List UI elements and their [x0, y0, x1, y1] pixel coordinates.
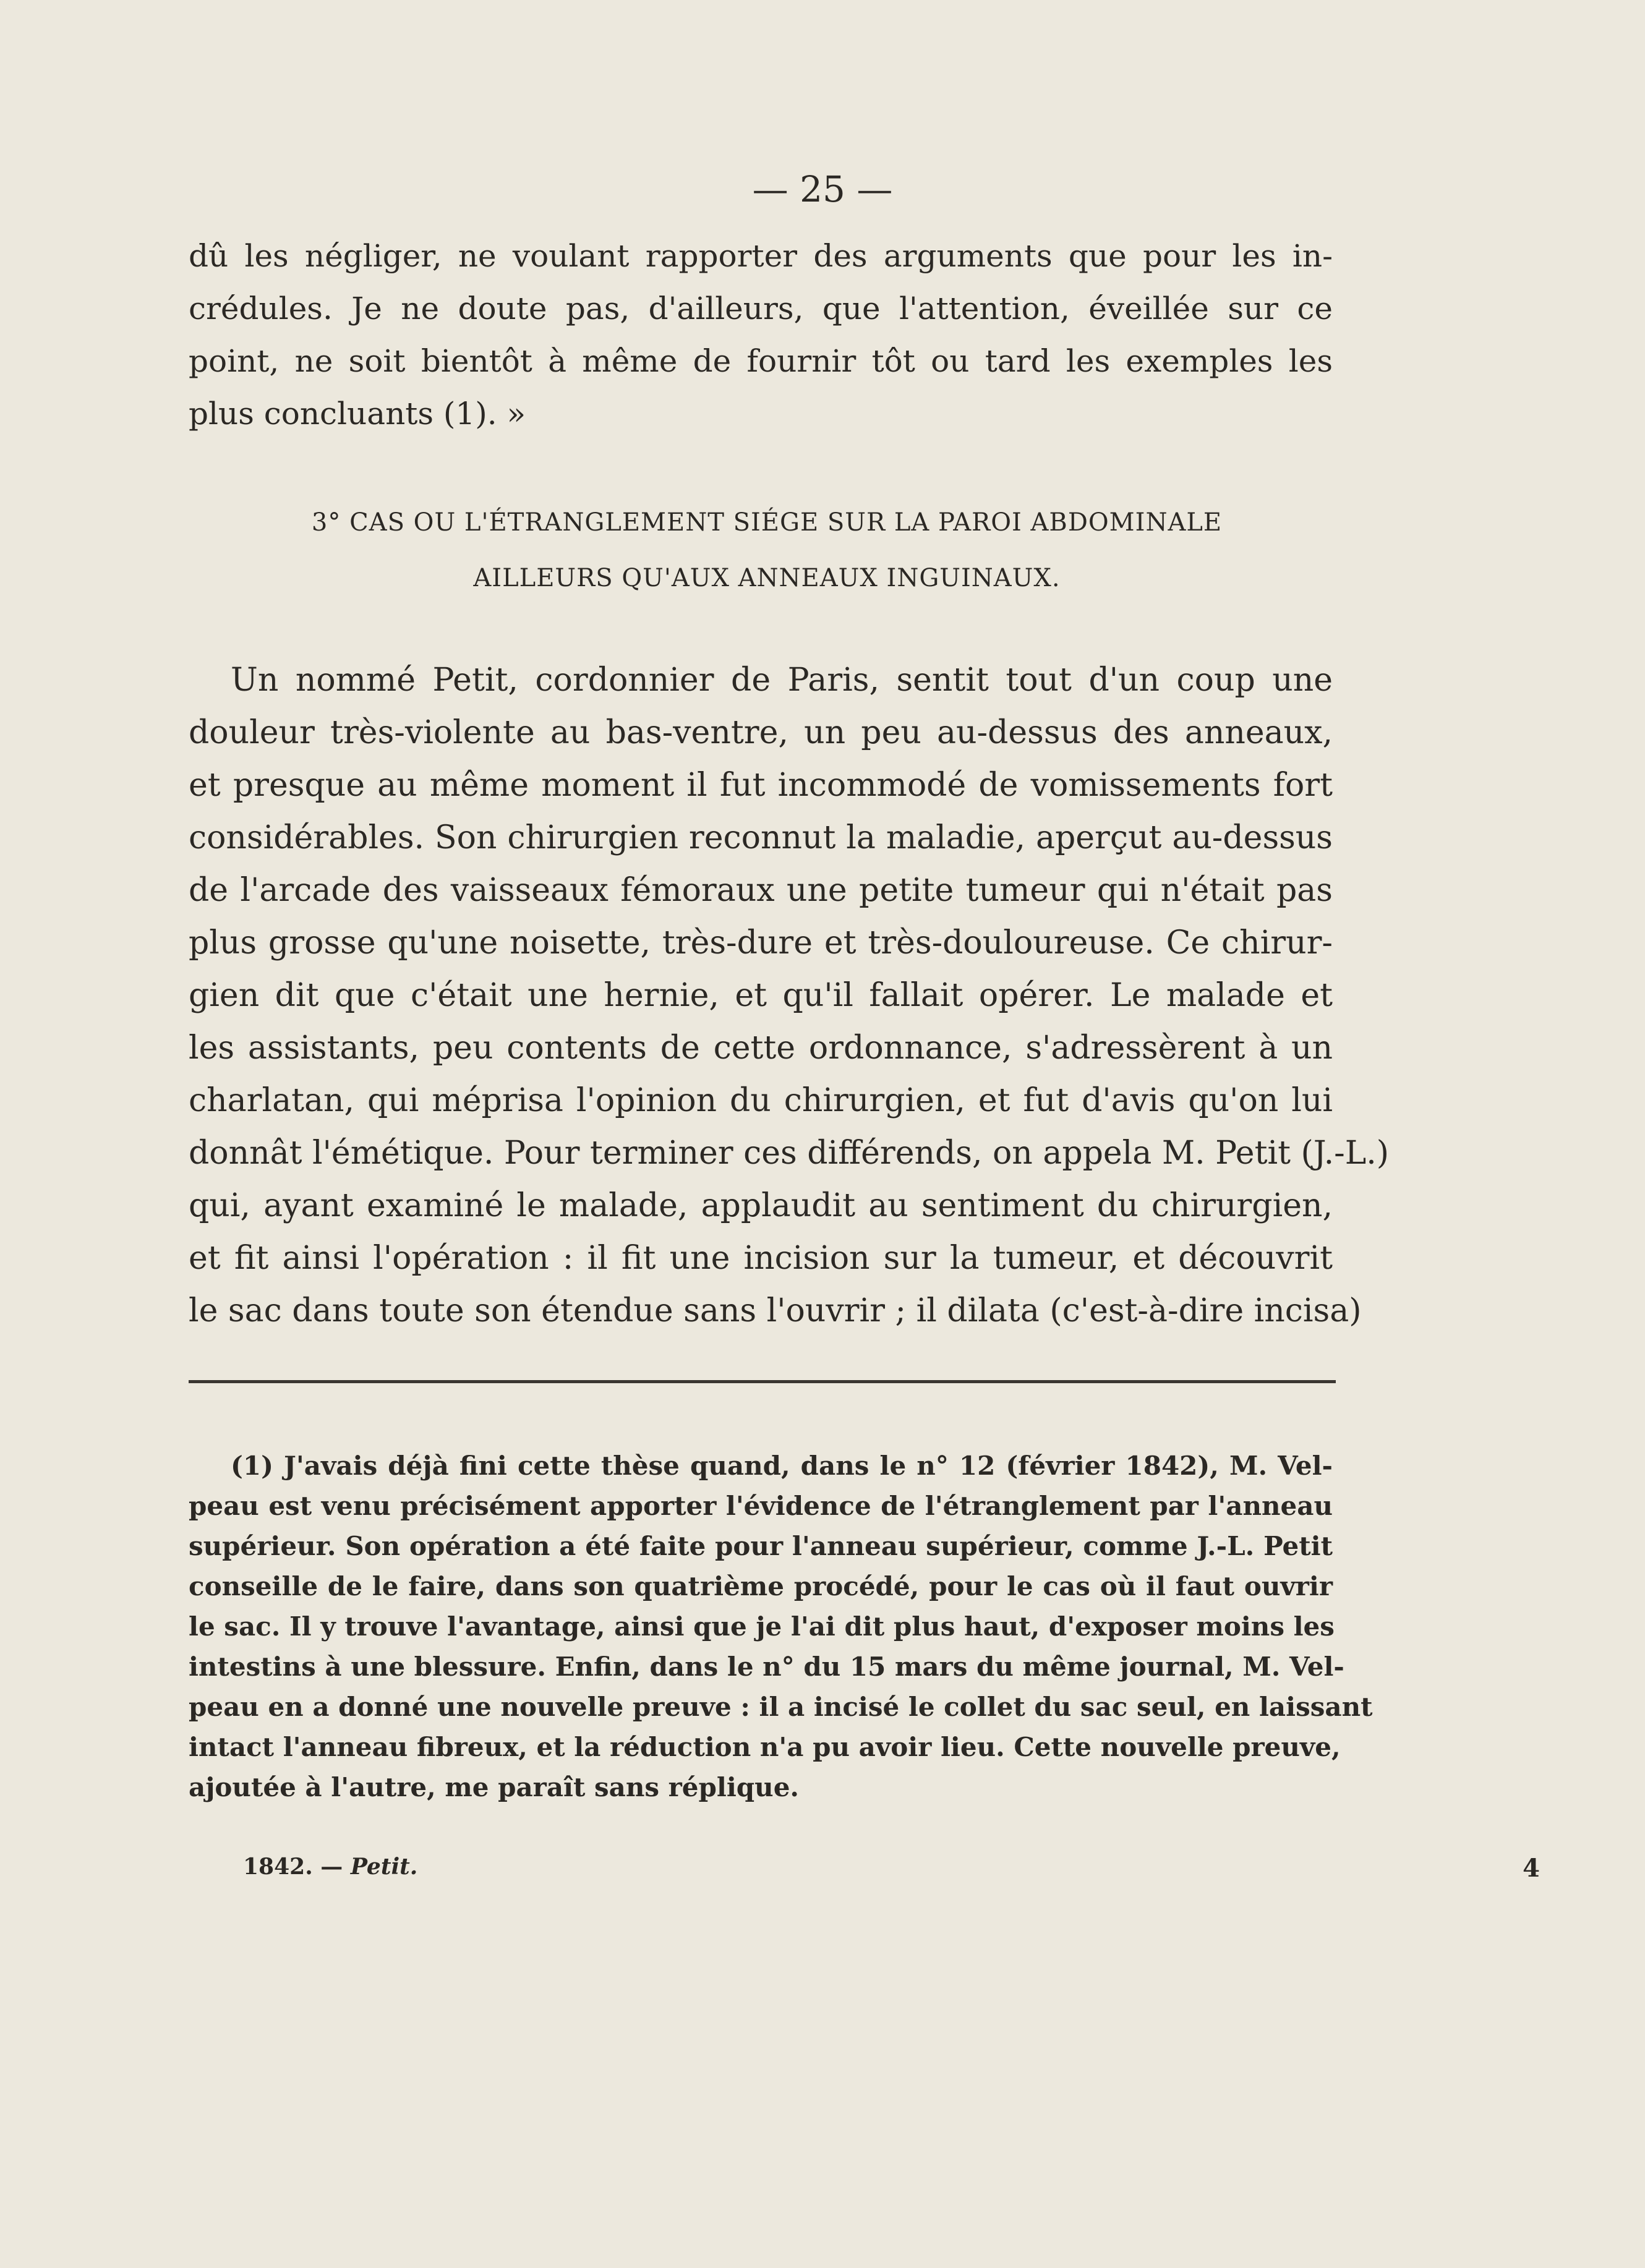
text-line: les assistants, peu contents de cette ordonnance, s'adressèrent à un	[189, 1030, 1333, 1067]
text-line: dû les négliger, ne voulant rapporter des arguments que pour les in-	[189, 238, 1333, 274]
case-paragraph	[189, 654, 1390, 1337]
heading-line: AILLEURS QU'AUX ANNEAUX INGUINAUX.	[473, 564, 1061, 592]
text-line: considérables. Son chirurgien reconnut la maladie, aperçut au-dessus	[189, 819, 1333, 856]
heading-line: 3° CAS OU L'ÉTRANGLEMENT SIÉGE SUR LA PAROI ABDOMINALE	[311, 508, 1223, 537]
text-line: de l'arcade des vaisseaux fémoraux une petite tumeur qui n'était pas	[189, 872, 1333, 909]
text-line: Un nommé Petit, cordonnier de Paris, sentit tout d'un coup une	[231, 662, 1333, 699]
text-line: gien dit que c'était une hernie, et qu'il fallait opérer. Le malade et	[189, 977, 1333, 1014]
section-heading	[241, 495, 1292, 606]
text-line: charlatan, qui méprisa l'opinion du chirurgien, et fut d'avis qu'on lui	[189, 1082, 1333, 1119]
text-line: plus concluants (1). »	[189, 396, 526, 432]
sheet-number: 4	[1523, 1854, 1540, 1883]
signature-author: Petit.	[350, 1854, 418, 1880]
text-line: plus grosse qu'une noisette, très-dure et très-douloureuse. Ce chirur-	[189, 924, 1333, 961]
text-line: et presque au même moment il fut incommodé de vomissements fort	[189, 767, 1333, 804]
footnote-line: intestins à une blessure. Enfin, dans le n° du 15 mars du même journal, M. Vel-	[189, 1652, 1344, 1682]
footnote-line: supérieur. Son opération a été faite pour l'anneau supérieur, comme J.-L. Petit	[189, 1531, 1333, 1561]
page-number: — 25 —	[752, 168, 893, 210]
footnote-divider	[189, 1380, 1336, 1383]
text-line: qui, ayant examiné le malade, applaudit au sentiment du chirurgien,	[189, 1187, 1333, 1224]
text-line: douleur très-violente au bas-ventre, un peu au-dessus des anneaux,	[189, 714, 1333, 751]
paragraph-continued	[189, 230, 1333, 440]
footnote-line: ajoutée à l'autre, me paraît sans réplique.	[189, 1772, 800, 1802]
footnote-line: intact l'anneau fibreux, et la réduction n'a pu avoir lieu. Cette nouvelle preuve,	[189, 1732, 1341, 1762]
footnote	[189, 1446, 1373, 1807]
text-line: le sac dans toute son étendue sans l'ouvrir ; il dilata (c'est-à-dire incisa)	[189, 1292, 1362, 1329]
footnote-line: peau est venu précisément apporter l'évidence de l'étranglement par l'anneau	[189, 1491, 1333, 1521]
text-line: et fit ainsi l'opération : il fit une incision sur la tumeur, et découvrit	[189, 1240, 1333, 1277]
footnote-line: peau en a donné une nouvelle preuve : il a incisé le collet du sac seul, en laissant	[189, 1692, 1373, 1722]
signature-dash: —	[312, 1854, 351, 1880]
text-line: donnât l'émétique. Pour terminer ces différends, on appela M. Petit (J.-L.)	[189, 1135, 1390, 1172]
footnote-line: le sac. Il y trouve l'avantage, ainsi que je l'ai dit plus haut, d'exposer moins les	[189, 1611, 1335, 1642]
signature-year: 1842.	[243, 1854, 313, 1880]
printer-signature	[243, 1854, 417, 1880]
footnote-line: conseille de le faire, dans son quatrième procédé, pour le cas où il faut ouvrir	[189, 1571, 1333, 1601]
text-line: crédules. Je ne doute pas, d'ailleurs, que l'attention, éveillée sur ce	[189, 291, 1333, 326]
text-line: point, ne soit bientôt à même de fournir tôt ou tard les exemples les	[189, 343, 1333, 379]
footnote-line: (1) J'avais déjà fini cette thèse quand, dans le n° 12 (février 1842), M. Vel-	[231, 1451, 1333, 1481]
